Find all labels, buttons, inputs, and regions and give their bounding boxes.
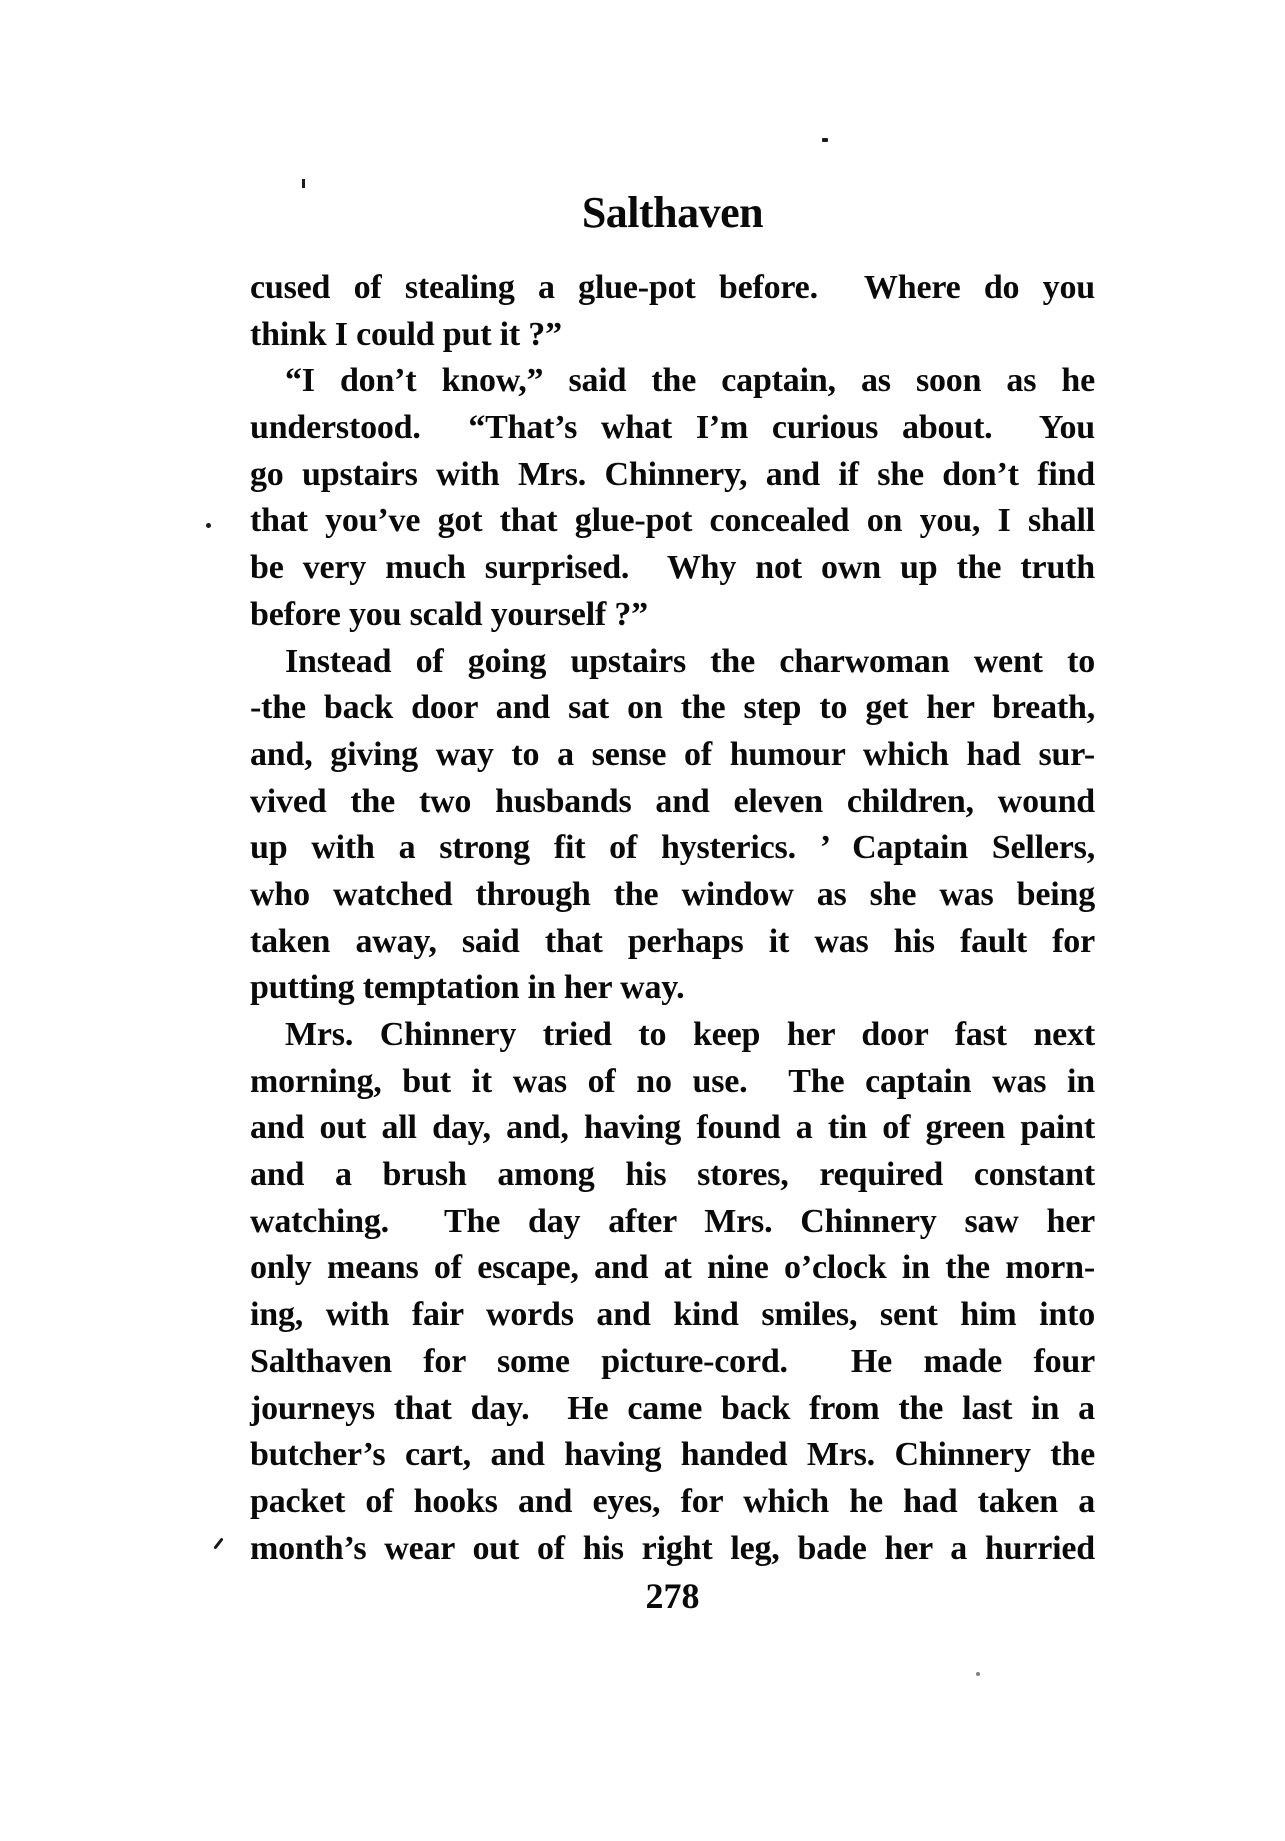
scan-speck [976, 1672, 980, 1676]
text-line: that you’ve got that glue-pot concealed on you, I shall [250, 502, 1095, 540]
text-line: butcher’s cart, and having handed Mrs. Chinnery the [250, 1436, 1095, 1474]
text-line: Salthaven for some picture-cord. He made four [250, 1342, 1095, 1380]
text-line: who watched through the window as she was being [250, 875, 1095, 913]
text-line: vived the two husbands and eleven children, wound [250, 782, 1095, 820]
text-line: -the back door and sat on the step to get her breath, [250, 689, 1095, 727]
text-line: “I don’t know,” said the captain, as soon as he [285, 362, 1095, 400]
text-line: Instead of going upstairs the charwoman went to [285, 642, 1095, 680]
text-line: taken away, said that perhaps it was his fault for [250, 922, 1095, 960]
scan-speck [302, 179, 305, 188]
text-line: understood. “That’s what I’m curious about. You [250, 409, 1095, 447]
text-line: ing, with fair words and kind smiles, sent him into [250, 1296, 1095, 1334]
page-title: Salthaven [581, 188, 764, 237]
text-line: month’s wear out of his right leg, bade her a hurried [250, 1529, 1095, 1567]
text-line: watching. The day after Mrs. Chinnery saw her [250, 1202, 1095, 1240]
text-line: putting temptation in her way. [250, 969, 685, 1007]
text-line: and, giving way to a sense of humour which had sur- [250, 735, 1095, 773]
scan-speck [822, 138, 828, 142]
scan-speck [213, 1537, 223, 1549]
text-line: be very much surprised. Why not own up the truth [250, 549, 1095, 587]
text-line: up with a strong fit of hysterics. ’ Captain Sellers, [250, 829, 1095, 867]
text-line: Mrs. Chinnery tried to keep her door fast next [285, 1016, 1095, 1053]
text-line: journeys that day. He came back from the last in a [250, 1389, 1095, 1427]
text-line: before you scald yourself ?” [250, 595, 648, 633]
text-line: cused of stealing a glue-pot before. Where do you [250, 269, 1095, 306]
text-line: packet of hooks and eyes, for which he had taken a [250, 1482, 1095, 1520]
text-line: only means of escape, and at nine o’clock in the morn- [250, 1249, 1095, 1287]
scan-speck [206, 523, 211, 528]
text-line: and a brush among his stores, required constant [250, 1156, 1095, 1194]
body-text [250, 265, 1095, 1572]
text-line: and out all day, and, having found a tin of green paint [250, 1109, 1095, 1147]
text-line: go upstairs with Mrs. Chinnery, and if she don’t find [250, 455, 1095, 493]
text-line: think I could put it ?” [250, 315, 562, 353]
text-line: morning, but it was of no use. The captain was in [250, 1062, 1095, 1100]
page-number: 278 [645, 1576, 700, 1616]
